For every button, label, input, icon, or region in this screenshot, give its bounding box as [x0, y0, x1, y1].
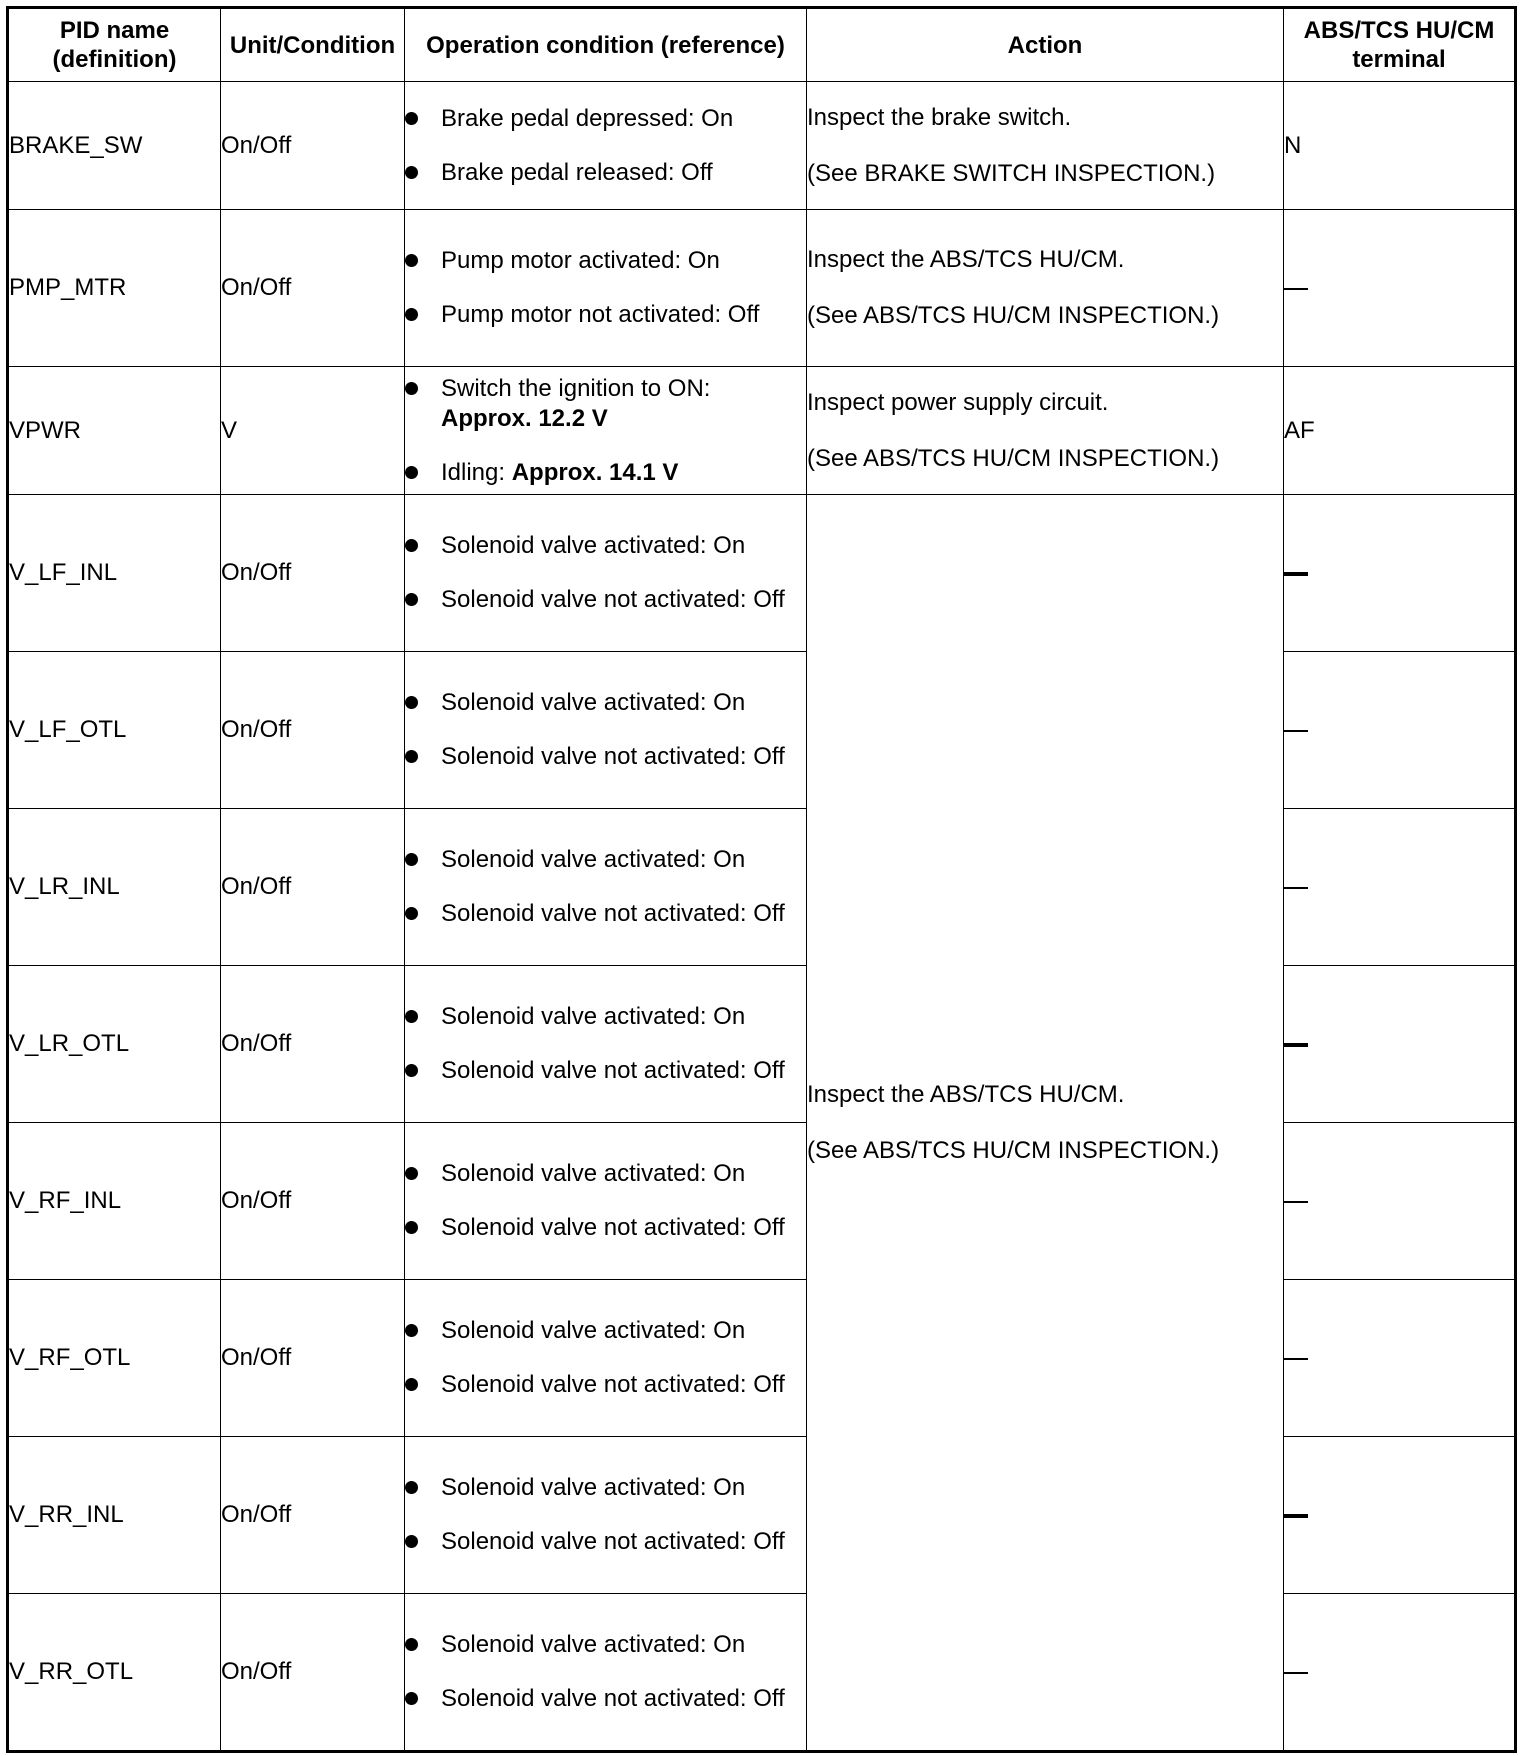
terminal-cell [1284, 210, 1516, 367]
condition-item: Pump motor activated: On [405, 246, 806, 276]
dash-icon [1284, 730, 1308, 732]
header-row [8, 8, 1516, 82]
action-cell [807, 367, 1284, 495]
bullet-icon [405, 907, 418, 920]
table-row [8, 367, 1516, 495]
bullet-icon [405, 1324, 418, 1337]
condition-cell [405, 1594, 807, 1752]
dash-icon [1284, 1043, 1308, 1047]
header-pid-name: PID name (definition) [8, 8, 221, 82]
condition-item: Idling: Approx. 14.1 V [405, 458, 806, 488]
unit-cell: On/Off [221, 495, 405, 652]
unit-cell: On/Off [221, 1594, 405, 1752]
header-action: Action [807, 8, 1284, 82]
pid-table [6, 6, 1517, 1753]
condition-item: Solenoid valve activated: On [405, 1473, 806, 1503]
condition-item: Solenoid valve not activated: Off [405, 742, 806, 772]
condition-cell [405, 966, 807, 1123]
condition-item: Solenoid valve not activated: Off [405, 899, 806, 929]
table-row [8, 495, 1516, 652]
condition-cell [405, 210, 807, 367]
pid-name-cell: V_RF_OTL [8, 1280, 221, 1437]
condition-item: Solenoid valve not activated: Off [405, 1213, 806, 1243]
bullet-icon [405, 466, 418, 479]
header-operation-condition: Operation condition (reference) [405, 8, 807, 82]
condition-item: Brake pedal depressed: On [405, 104, 806, 134]
condition-item: Solenoid valve activated: On [405, 1630, 806, 1660]
pid-name-cell: VPWR [8, 367, 221, 495]
pid-name-cell: V_LR_OTL [8, 966, 221, 1123]
dash-icon [1284, 572, 1308, 576]
bullet-icon [405, 853, 418, 866]
pid-name-cell: V_LF_OTL [8, 652, 221, 809]
unit-cell: V [221, 367, 405, 495]
pid-name-cell: BRAKE_SW [8, 82, 221, 210]
bullet-icon [405, 1535, 418, 1548]
action-reference: (See BRAKE SWITCH INSPECTION.) [807, 159, 1216, 187]
dash-icon [1284, 288, 1308, 290]
terminal-cell [1284, 966, 1516, 1123]
condition-item: Solenoid valve not activated: Off [405, 1527, 806, 1557]
unit-cell: On/Off [221, 652, 405, 809]
terminal-cell [1284, 809, 1516, 966]
condition-cell [405, 652, 807, 809]
bullet-icon [405, 1064, 418, 1077]
bullet-icon [405, 1221, 418, 1234]
terminal-cell: AF [1284, 367, 1516, 495]
condition-item: Solenoid valve not activated: Off [405, 1370, 806, 1400]
action-reference: (See ABS/TCS HU/CM INSPECTION.) [807, 444, 1220, 472]
condition-cell [405, 1123, 807, 1280]
condition-cell [405, 809, 807, 966]
pid-name-cell: V_RR_OTL [8, 1594, 221, 1752]
bullet-icon [405, 750, 418, 763]
table-row [8, 82, 1516, 210]
condition-item: Solenoid valve activated: On [405, 1159, 806, 1189]
table-row [8, 809, 1516, 966]
action-cell [807, 82, 1284, 210]
pid-name-cell: V_LF_INL [8, 495, 221, 652]
unit-cell: On/Off [221, 1123, 405, 1280]
unit-cell: On/Off [221, 809, 405, 966]
table-row [8, 1594, 1516, 1752]
condition-item: Solenoid valve activated: On [405, 1316, 806, 1346]
condition-cell [405, 367, 807, 495]
unit-cell: On/Off [221, 82, 405, 210]
bullet-icon [405, 1638, 418, 1651]
bullet-icon [405, 166, 418, 179]
condition-item: Solenoid valve activated: On [405, 531, 806, 561]
action-cell [807, 210, 1284, 367]
unit-cell: On/Off [221, 966, 405, 1123]
terminal-cell [1284, 1437, 1516, 1594]
dash-icon [1284, 887, 1308, 889]
condition-item: Solenoid valve not activated: Off [405, 585, 806, 615]
bullet-icon [405, 1378, 418, 1391]
terminal-cell [1284, 1280, 1516, 1437]
terminal-cell [1284, 1594, 1516, 1752]
pid-name-cell: PMP_MTR [8, 210, 221, 367]
action-text: Inspect the ABS/TCS HU/CM. [807, 246, 1125, 273]
unit-cell: On/Off [221, 1280, 405, 1437]
bullet-icon [405, 112, 418, 125]
terminal-cell [1284, 652, 1516, 809]
table-row [8, 966, 1516, 1123]
condition-item: Solenoid valve activated: On [405, 1002, 806, 1032]
bullet-icon [405, 1167, 418, 1180]
table-row [8, 1280, 1516, 1437]
dash-icon [1284, 1514, 1308, 1518]
table-row [8, 1437, 1516, 1594]
action-text: Inspect power supply circuit. [807, 388, 1109, 416]
pid-name-cell: V_RR_INL [8, 1437, 221, 1594]
unit-cell: On/Off [221, 1437, 405, 1594]
shared-action-cell [807, 495, 1284, 1752]
pid-name-cell: V_RF_INL [8, 1123, 221, 1280]
condition-cell [405, 82, 807, 210]
dash-icon [1284, 1358, 1308, 1360]
condition-item: Switch the ignition to ON: Approx. 12.2 V [405, 374, 806, 434]
header-unit-condition: Unit/Condition [221, 8, 405, 82]
dash-icon [1284, 1201, 1308, 1203]
bullet-icon [405, 254, 418, 267]
bullet-icon [405, 308, 418, 321]
condition-item: Solenoid valve not activated: Off [405, 1056, 806, 1086]
condition-item: Solenoid valve activated: On [405, 688, 806, 718]
condition-item: Solenoid valve activated: On [405, 845, 806, 875]
bullet-icon [405, 696, 418, 709]
condition-item: Brake pedal released: Off [405, 158, 806, 188]
terminal-cell: N [1284, 82, 1516, 210]
action-text: Inspect the ABS/TCS HU/CM. [807, 1080, 1125, 1108]
condition-item: Solenoid valve not activated: Off [405, 1684, 806, 1714]
table-row [8, 652, 1516, 809]
bullet-icon [405, 539, 418, 552]
pid-name-cell: V_LR_INL [8, 809, 221, 966]
bullet-icon [405, 593, 418, 606]
condition-item: Pump motor not activated: Off [405, 300, 806, 330]
condition-cell [405, 495, 807, 652]
bullet-icon [405, 1010, 418, 1023]
dash-icon [1284, 1672, 1308, 1674]
condition-cell [405, 1437, 807, 1594]
action-reference: (See ABS/TCS HU/CM INSPECTION.) [807, 1136, 1220, 1164]
header-terminal: ABS/TCS HU/CM terminal [1284, 8, 1516, 82]
bullet-icon [405, 1481, 418, 1494]
action-text: Inspect the brake switch. [807, 103, 1072, 131]
unit-cell: On/Off [221, 210, 405, 367]
bullet-icon [405, 1692, 418, 1705]
terminal-cell [1284, 495, 1516, 652]
condition-cell [405, 1280, 807, 1437]
table-row [8, 1123, 1516, 1280]
table-row [8, 210, 1516, 367]
bullet-icon [405, 382, 418, 395]
terminal-cell [1284, 1123, 1516, 1280]
action-reference: (See ABS/TCS HU/CM INSPECTION.) [807, 302, 1220, 329]
